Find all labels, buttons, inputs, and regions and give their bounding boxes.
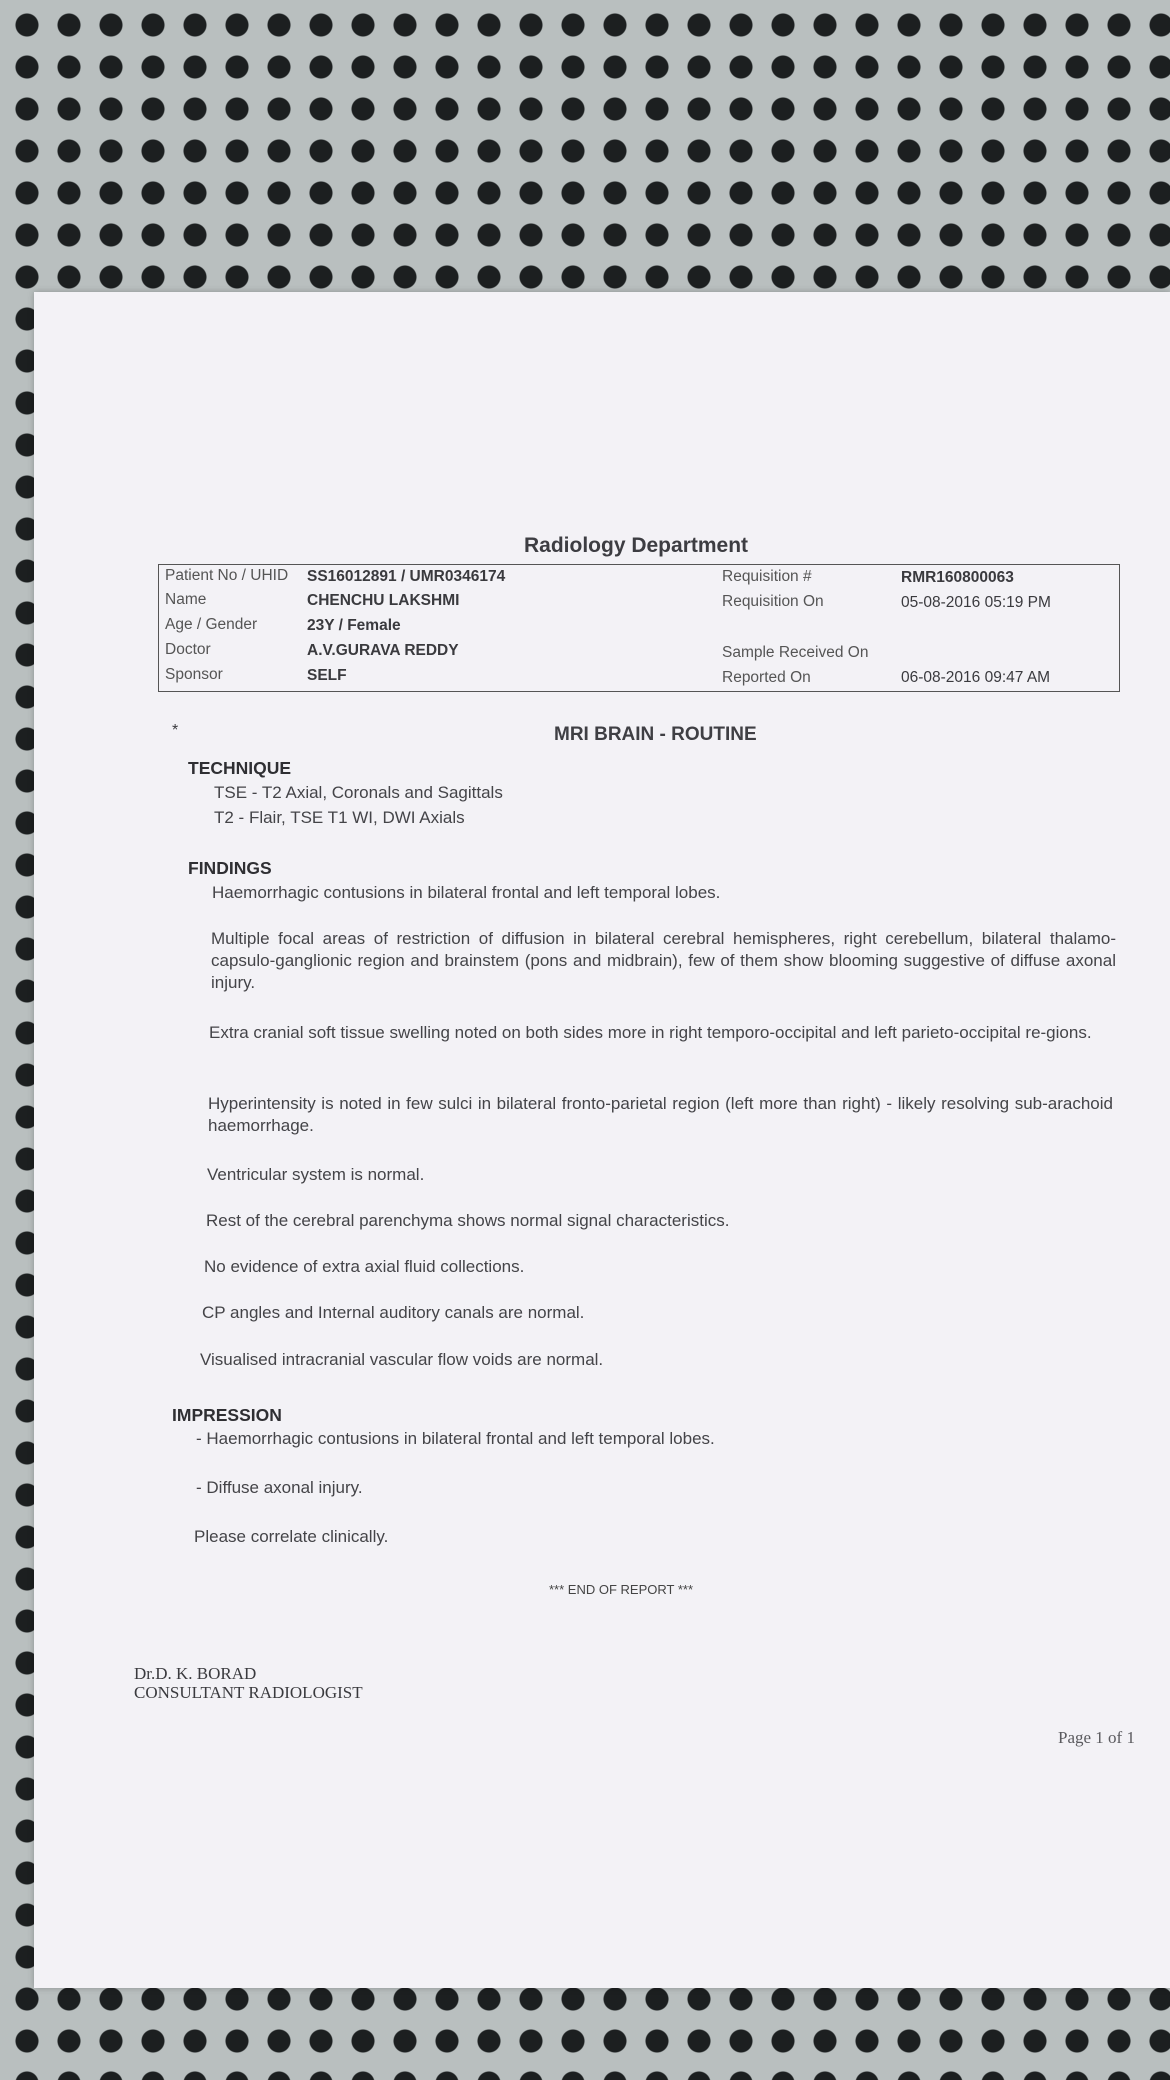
reported-on-label: Reported On [722, 669, 811, 686]
asterisk-mark: * [172, 722, 179, 739]
report-page [34, 292, 1170, 1988]
reported-on-value: 06-08-2016 09:47 AM [901, 669, 1051, 686]
signature-name: Dr.D. K. BORAD [134, 1664, 257, 1683]
findings-heading: FINDINGS [188, 858, 272, 878]
finding-paragraph: CP angles and Internal auditory canals are normal. [202, 1303, 585, 1322]
requisition-on-value: 05-08-2016 05:19 PM [901, 594, 1051, 611]
name-label: Name [165, 591, 207, 608]
impression-line: Please correlate clinically. [194, 1527, 389, 1546]
doctor-label: Doctor [165, 641, 211, 658]
signature-title: CONSULTANT RADIOLOGIST [134, 1683, 363, 1702]
name-value: CHENCHU LAKSHMI [307, 592, 460, 609]
sample-received-label: Sample Received On [722, 644, 869, 661]
patient-no-value: SS16012891 / UMR0346174 [307, 568, 506, 585]
finding-paragraph: No evidence of extra axial fluid collections. [204, 1257, 525, 1276]
requisition-value: RMR160800063 [901, 569, 1014, 586]
patient-info-table [158, 564, 1120, 692]
requisition-on-label: Requisition On [722, 593, 824, 610]
report-title: MRI BRAIN - ROUTINE [554, 724, 757, 745]
finding-paragraph: Ventricular system is normal. [207, 1165, 425, 1184]
doctor-value: A.V.GURAVA REDDY [307, 642, 459, 659]
impression-line: - Haemorrhagic contusions in bilateral frontal and left temporal lobes. [196, 1429, 715, 1448]
department-title: Radiology Department [524, 534, 749, 557]
sponsor-label: Sponsor [165, 666, 223, 683]
impression-heading: IMPRESSION [172, 1405, 282, 1425]
sponsor-value: SELF [307, 667, 347, 684]
technique-line: TSE - T2 Axial, Coronals and Sagittals [214, 783, 503, 802]
end-of-report: *** END OF REPORT *** [549, 1582, 694, 1597]
finding-paragraph: Extra cranial soft tissue swelling noted on both sides more in right temporo-occipital and left parieto-occipital re-gions. [209, 1023, 1092, 1042]
finding-paragraph: Rest of the cerebral parenchyma shows normal signal characteristics. [206, 1211, 730, 1230]
finding-paragraph: Multiple focal areas of restriction of diffusion in bilateral cerebral hemispheres, right cerebellum, bilateral thalamo-capsulo-ganglionic region and brainstem (pons and midbrain), few of them show blooming suggestive of diffuse axonal injury. [211, 929, 1116, 992]
finding-paragraph: Haemorrhagic contusions in bilateral frontal and left temporal lobes. [212, 883, 721, 902]
technique-heading: TECHNIQUE [188, 758, 292, 778]
technique-line: T2 - Flair, TSE T1 WI, DWI Axials [214, 808, 465, 827]
age-gender-label: Age / Gender [165, 616, 258, 633]
finding-paragraph: Hyperintensity is noted in few sulci in bilateral fronto-parietal region (left more than right) - likely resolving sub-arachoid haemorrhage. [208, 1094, 1113, 1135]
patient-no-label: Patient No / UHID [165, 567, 289, 584]
finding-paragraph: Visualised intracranial vascular flow voids are normal. [200, 1350, 604, 1369]
requisition-label: Requisition # [722, 568, 812, 585]
age-gender-value: 23Y / Female [307, 617, 401, 634]
impression-line: - Diffuse axonal injury. [196, 1478, 363, 1497]
page-number: Page 1 of 1 [1058, 1728, 1135, 1747]
